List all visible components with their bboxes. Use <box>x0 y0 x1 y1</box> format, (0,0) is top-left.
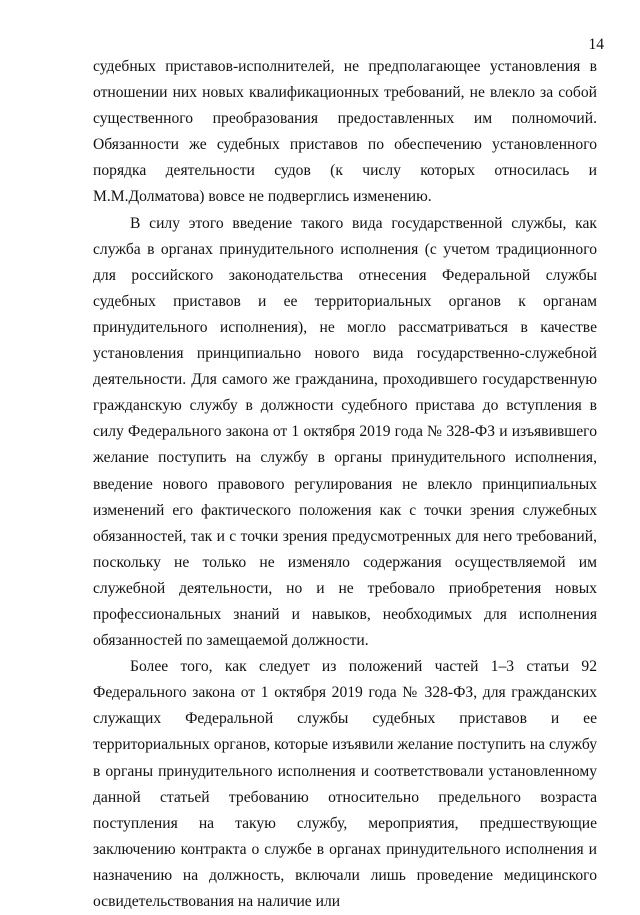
document-body <box>93 54 597 915</box>
page-number: 14 <box>588 36 604 53</box>
paragraph-continuation: судебных приставов-исполнителей, не предполагающее установления в отношении них новых квалификационных требований, не влекло за собой существенного преобразования предоставленных им полномочий. Обязанности же судебных приставов по обеспечению установленного порядка деятельности судов (к числу которых относилась и М.М.Долматова) вовсе не подверглись изменению. <box>93 58 597 206</box>
paragraph-civil-service-type: В силу этого введение такого вида государственной службы, как служба в органах принудительного исполнения (с учетом традиционного для российского законодательства отнесения Федеральной службы судебных приставов и ее территориальных органов к органам принудительного исполнения), не могло рассматриваться в качестве установления принципиально нового вида государственно-служебной деятельности. Для самого же гражданина, проходившего государственную гражданскую службу в должности судебного пристава до вступления в силу Федерального закона от 1 октября 2019 года № 328-ФЗ и изъявившего желание поступить на службу в органы принудительного исполнения, введение нового правового регулирования не влекло принципиальных изменений его фактического положения как с точки зрения служебных обязанностей, так и с точки зрения предусмотренных для него требований, поскольку не только не изменяло содержания осуществляемой им служебной деятельности, но и не требовало приобретения новых профессиональных знаний и навыков, необходимых для исполнения обязанностей по замещаемой должности. <box>93 214 597 650</box>
paragraph-article-92: Более того, как следует из положений частей 1–3 статьи 92 Федерального закона от 1 октября 2019 года № 328-ФЗ, для гражданских служащих Федеральной службы судебных приставов и ее территориальных органов, которые изъявили желание поступить на службу в органы принудительного исполнения и соответствовали установленному данной статьей требованию относительно предельного возраста поступления на такую службу, мероприятия, предшествующие заключению контракта о службе в органах принудительного исполнения и назначению на должность, включали лишь проведение медицинского освидетельствования на наличие или <box>93 658 597 910</box>
